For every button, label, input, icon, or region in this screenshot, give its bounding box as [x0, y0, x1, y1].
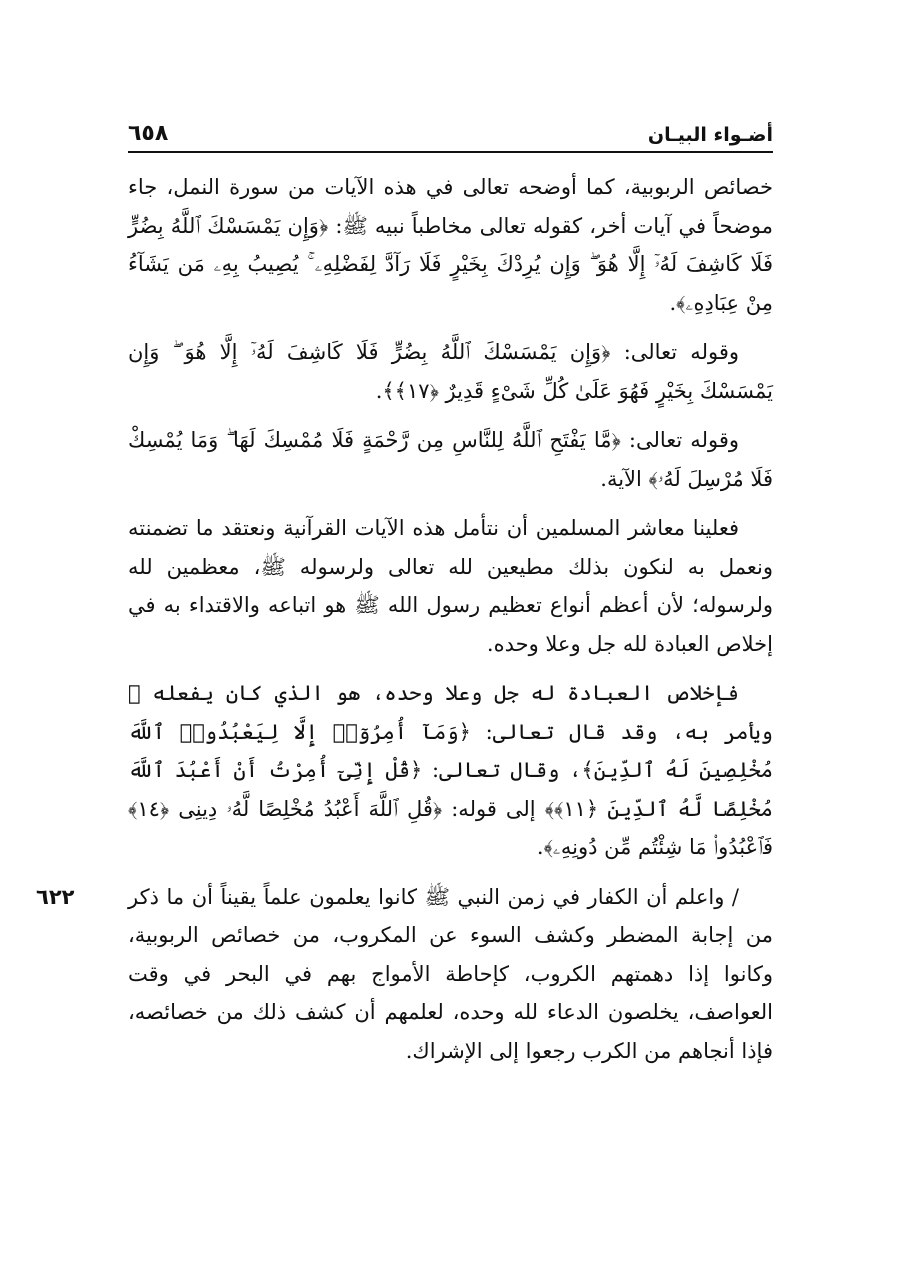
margin-page-number: ٦٢٢ — [36, 884, 75, 909]
page-header — [128, 112, 773, 146]
paragraph-6-block — [36, 878, 773, 1071]
paragraph-3: وقوله تعالى: ﴿مَّا يَفْتَحِ ٱللَّهُ لِلنَّاسِ مِن رَّحْمَةٍ فَلَا مُمْسِكَ لَهَا ۖ وَمَا يُمْسِكْ فَلَا مُرْسِلَ لَهُۥ﴾ الآية. — [128, 428, 773, 491]
paragraph-2: وقوله تعالى: ﴿وَإِن يَمْسَسْكَ ٱللَّهُ بِضُرٍّ فَلَا كَاشِفَ لَهُۥٓ إِلَّا هُوَ ۖ وَإِن يَمْسَسْكَ بِخَيْرٍ فَهُوَ عَلَىٰ كُلِّ شَىْءٍ قَدِيرٌ ﴿١٧﴾﴾. — [128, 340, 773, 403]
paragraph-1: خصائص الربوبية، كما أوضحه تعالى في هذه الآيات من سورة النمل، جاء موضحاً في آيات أخر، كقوله تعالى مخاطباً نبيه ﷺ: ﴿وَإِن يَمْسَسْكَ ٱللَّهُ بِضُرٍّ فَلَا كَاشِفَ لَهُۥٓ إِلَّا هُوَ ۖ وَإِن يُرِدْكَ بِخَيْرٍ فَلَا رَآدَّ لِفَضْلِهِۦ ۚ يُصِيبُ بِهِۦ مَن يَشَآءُ مِنْ عِبَادِهِۦ﴾. — [128, 175, 773, 315]
header-rule — [128, 151, 773, 153]
paragraph-5: فإخلاص العبادة له جل وعلا وحده، هو الذي كان يفعله ﷺ ويأمر به، وقد قال تعالى: ﴿وَمَآ أُمِرُوٓا۟ إِلَّا لِيَعْبُدُوا۟ ٱللَّهَ مُخْلِصِينَ لَهُ ٱلدِّينَ﴾، وقال تعالى: ﴿قُلْ إِنِّىٓ أُمِرْتُ أَنْ أَعْبُدَ ٱللَّهَ مُخْلِصًا لَّهُ ٱلدِّينَ ﴿١١﴾﴾ إلى قوله: ﴿قُلِ ٱللَّهَ أَعْبُدُ مُخْلِصًا لَّهُۥ دِينِى ﴿١٤﴾ فَٱعْبُدُوا۟ مَا شِئْتُم مِّن دُونِهِۦ﴾. — [128, 681, 773, 859]
paragraph-4: فعلينا معاشر المسلمين أن نتأمل هذه الآيات القرآنية ونعتقد ما تضمنته ونعمل به لنكون بذلك مطيعين لله تعالى ولرسوله ﷺ، معظمين لله ولرسوله؛ لأن أعظم أنواع تعظيم رسول الله ﷺ هو اتباعه والاقتداء به في إخلاص العبادة لله جل وعلا وحده. — [128, 516, 773, 656]
book-title: أضـواء البيـان — [647, 124, 773, 146]
page-number: ٦٥٨ — [128, 121, 169, 146]
paragraph-6: / واعلم أن الكفار في زمن النبي ﷺ كانوا يعلمون علماً يقيناً أن ما ذكر من إجابة المضطر وكشف السوء عن المكروب، من خصائص الربوبية، وكانوا إذا دهمتهم الكروب، كإحاطة الأمواج بهم في البحر في وقت العواصف، يخلصون الدعاء لله وحده، لعلمهم أن كشف ذلك من خصائصه، فإذا أنجاهم من الكرب رجعوا إلى الإشراك. — [128, 884, 773, 1063]
page-body — [36, 168, 773, 1070]
